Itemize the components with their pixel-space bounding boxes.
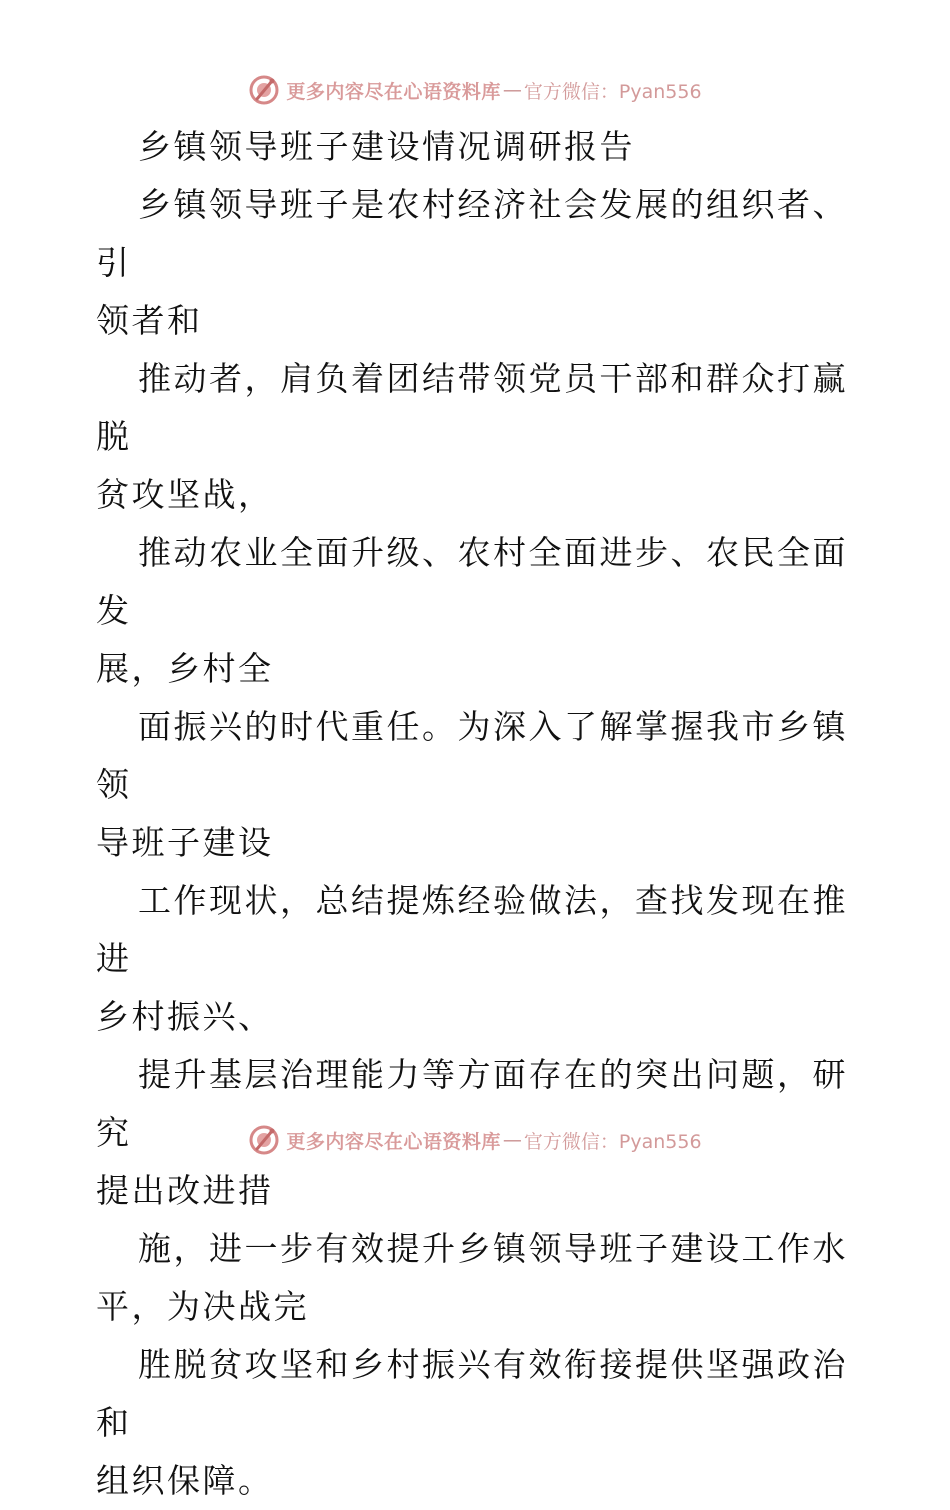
paragraph-line: 工作现状，总结提炼经验做法，查找发现在推进	[96, 881, 848, 978]
document-body	[96, 118, 856, 1510]
banner-wechat-text: 官方微信：Pyan556	[523, 1130, 702, 1153]
paragraph-line: 胜脱贫攻坚和乡村振兴有效衔接提供坚强政治和	[96, 1345, 848, 1442]
paragraph-line: 导班子建设	[96, 823, 274, 862]
document-title: 乡镇领导班子建设情况调研报告	[138, 127, 635, 166]
brand-logo-icon	[248, 1124, 280, 1156]
paragraph-line: 推动者，肩负着团结带领党员干部和群众打赢脱	[96, 359, 848, 456]
paragraph-line: 平，为决战完	[96, 1287, 309, 1326]
paragraph-line: 乡村振兴、	[96, 997, 274, 1036]
header-watermark	[0, 70, 950, 110]
paragraph-line: 展，乡村全	[96, 649, 274, 688]
paragraph-line: 领者和	[96, 301, 203, 340]
paragraph-line: 贫攻坚战，	[96, 475, 274, 514]
paragraph-line: 乡镇领导班子是农村经济社会发展的组织者、引	[96, 185, 848, 282]
brand-logo-icon	[248, 74, 280, 106]
banner-separator: —	[502, 1129, 522, 1151]
paragraph-line: 提升基层治理能力等方面存在的突出问题，研究	[96, 1055, 848, 1152]
paragraph-line: 施，进一步有效提升乡镇领导班子建设工作水	[138, 1229, 848, 1268]
paragraph-line: 面振兴的时代重任。为深入了解掌握我市乡镇领	[96, 707, 848, 804]
footer-watermark	[0, 1120, 950, 1160]
paragraph-line: 提出改进措	[96, 1171, 274, 1210]
banner-main-text: 更多内容尽在心语资料库	[286, 80, 501, 103]
banner-wechat-text: 官方微信：Pyan556	[523, 80, 702, 103]
paragraph-line: 组织保障。	[96, 1461, 274, 1500]
banner-separator: —	[502, 79, 522, 101]
banner-main-text: 更多内容尽在心语资料库	[286, 1130, 501, 1153]
paragraph-line: 推动农业全面升级、农村全面进步、农民全面发	[96, 533, 848, 630]
